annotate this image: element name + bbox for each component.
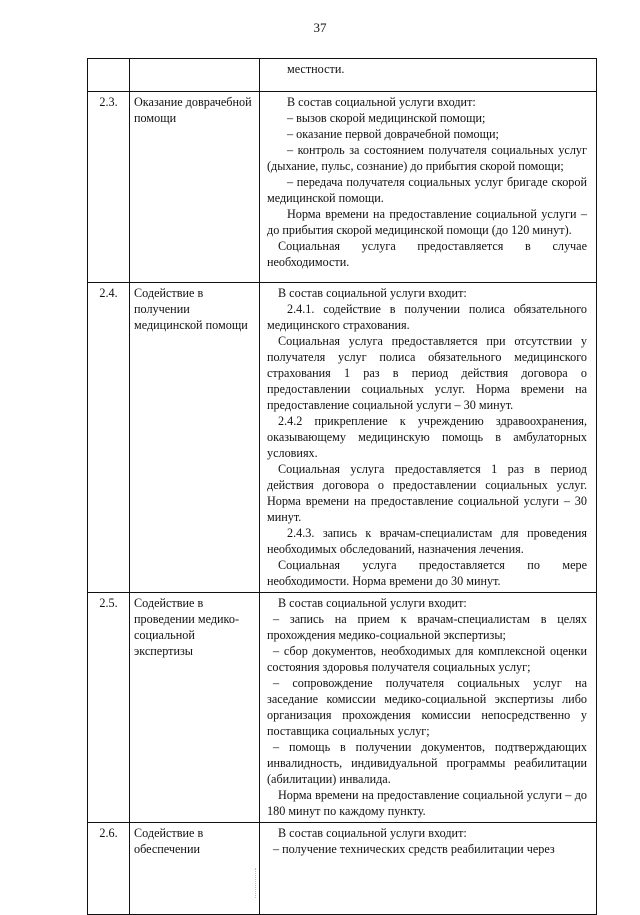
description-paragraph: Социальная услуга предоставляется при отсутствии у получателя услуг полиса обязательного медицинского страхования 1 раз в период действия договора о предоставлении социальных услуг. Норма времени на предоставление социальной услуги – 30 минут. (267, 334, 587, 412)
description-paragraph: местности. (287, 62, 345, 76)
service-description-cell (260, 59, 597, 92)
table-row (88, 823, 597, 915)
service-name-cell: Содействие в обеспечении (130, 823, 260, 915)
description-paragraph: – оказание первой доврачебной помощи; (287, 127, 499, 141)
description-paragraph: – запись на прием к врачам-специалистам в целях прохождения медико-социальной экспертизы; (267, 612, 587, 642)
description-paragraph: – контроль за состоянием получателя социальных услуг (дыхание, пульс, сознание) до прибытия скорой помощи; (267, 143, 587, 173)
row-number-cell: 2.5. (88, 593, 130, 823)
description-paragraph: В состав социальной услуги входит: (287, 95, 476, 109)
description-paragraph: – помощь в получении документов, подтверждающих инвалидность, индивидуальной программы реабилитации (абилитации) инвалида. (267, 740, 587, 786)
description-paragraph: В состав социальной услуги входит: (278, 286, 467, 300)
row-number-cell: 2.6. (88, 823, 130, 915)
description-paragraph: – сопровождение получателя социальных услуг на заседание комиссии медико-социальной экспертизы либо организация прохождения комиссии непосредственно у поставщика социальных услуг; (267, 676, 587, 738)
description-paragraph: Социальная услуга предоставляется по мере необходимости. Норма времени до 30 минут. (267, 558, 587, 588)
description-paragraph: Социальная услуга предоставляется в случае необходимости. (267, 239, 587, 269)
table-row (88, 92, 597, 283)
row-number-cell: 2.4. (88, 283, 130, 593)
description-paragraph: – сбор документов, необходимых для комплексной оценки состояния здоровья получателя социальных услуг; (267, 644, 587, 674)
row-number-cell: 2.3. (88, 92, 130, 283)
service-description-cell (260, 593, 597, 823)
description-paragraph: 2.4.3. запись к врачам-специалистам для проведения необходимых обследований, назначения лечения. (267, 526, 587, 556)
service-name-cell: Оказание доврачебной помощи (130, 92, 260, 283)
description-paragraph: В состав социальной услуги входит: (278, 596, 467, 610)
description-paragraph: – передача получателя социальных услуг бригаде скорой медицинской помощи. (267, 175, 587, 205)
table-row (88, 59, 597, 92)
scan-mark (255, 868, 257, 898)
description-paragraph: – получение технических средств реабилитации через (273, 842, 555, 856)
table-row (88, 593, 597, 823)
page-number: 37 (313, 20, 327, 35)
description-paragraph: Норма времени на предоставление социальной услуги – до прибытия скорой медицинской помощи (до 120 минут). (267, 207, 587, 237)
description-paragraph: В состав социальной услуги входит: (278, 826, 467, 840)
service-description-cell (260, 92, 597, 283)
service-name-cell: Содействие в получении медицинской помощи (130, 283, 260, 593)
table-row (88, 283, 597, 593)
service-name-cell (130, 59, 260, 92)
service-description-cell (260, 823, 597, 915)
description-paragraph: 2.4.1. содействие в получении полиса обязательного медицинского страхования. (267, 302, 587, 332)
services-table (87, 58, 597, 915)
service-name-cell: Содействие в проведении медико-социальной экспертизы (130, 593, 260, 823)
description-paragraph: – вызов скорой медицинской помощи; (287, 111, 486, 125)
row-number-cell (88, 59, 130, 92)
services-table-body (88, 59, 597, 915)
description-paragraph: Норма времени на предоставление социальной услуги – до 180 минут по каждому пункту. (267, 788, 587, 818)
service-description-cell (260, 283, 597, 593)
description-paragraph: Социальная услуга предоставляется 1 раз в период действия договора о предоставлении социальных услуг. Норма времени на предоставление социальной услуги – 30 минут. (267, 462, 587, 524)
description-paragraph: 2.4.2 прикрепление к учреждению здравоохранения, оказывающему медицинскую помощь в амбулаторных условиях. (267, 414, 587, 460)
